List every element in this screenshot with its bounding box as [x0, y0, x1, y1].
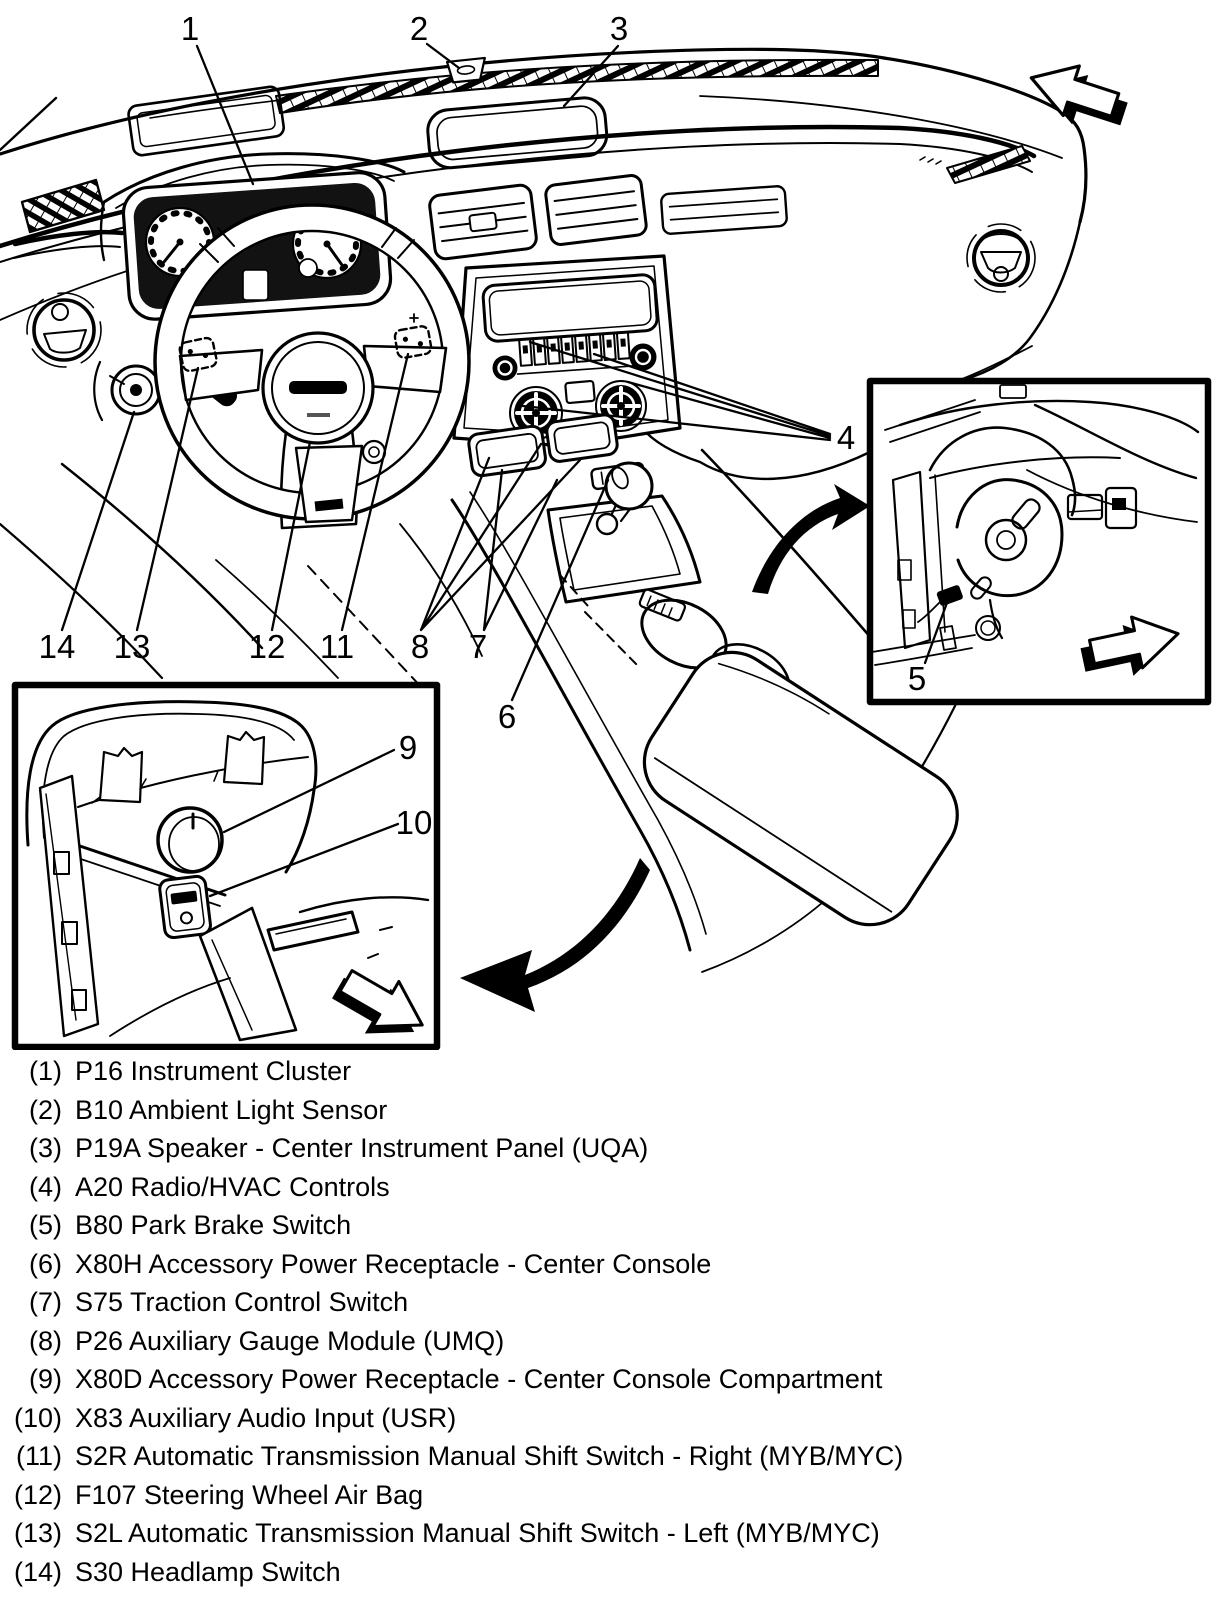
legend-ref: (8): [29, 1325, 62, 1356]
legend-ref: (14): [13, 1556, 62, 1587]
callout-13: 13: [113, 628, 151, 665]
radio-knob-left: [493, 356, 518, 381]
legend-item: [0, 1168, 1226, 1207]
legend-item: [0, 1052, 1226, 1091]
legend-label: X80H Accessory Power Receptacle - Center Console: [75, 1248, 712, 1279]
legend-item: [0, 1322, 1226, 1361]
legend-label: X83 Auxiliary Audio Input (USR): [75, 1402, 457, 1433]
legend-label: P16 Instrument Cluster: [75, 1056, 352, 1086]
legend-item: [0, 1129, 1226, 1168]
legend: [0, 1052, 1226, 1591]
headlamp-switch: [94, 362, 160, 420]
legend-label: B80 Park Brake Switch: [75, 1210, 352, 1240]
airbag-hub: [263, 333, 373, 443]
legend-item: [0, 1476, 1226, 1515]
aux-audio-input: [159, 875, 212, 938]
legend-item: [0, 1360, 1226, 1399]
legend-ref: (10): [13, 1402, 62, 1433]
legend-item: [0, 1514, 1226, 1553]
callout-9: 9: [398, 729, 418, 766]
callout-6: 6: [497, 698, 517, 735]
legend-label: P19A Speaker - Center Instrument Panel (UQA): [75, 1133, 649, 1163]
callout-12: 12: [248, 628, 286, 665]
callout-8: 8: [410, 628, 430, 665]
curved-arrow-to-park-brake-inset: [752, 484, 870, 594]
legend-label: B10 Ambient Light Sensor: [75, 1094, 388, 1125]
dash-top-left-recess: [127, 86, 284, 157]
legend-item: [0, 1206, 1226, 1245]
stitch-marks: [920, 157, 941, 164]
callout-3: 3: [609, 10, 629, 47]
legend-ref: (7): [29, 1287, 62, 1317]
callout-2: 2: [409, 10, 429, 47]
ambient-light-sensor: [447, 58, 487, 83]
left-side-vent: [22, 180, 104, 232]
callout-1: 1: [180, 10, 200, 47]
legend-ref: (5): [29, 1210, 62, 1240]
callout-14: 14: [38, 628, 76, 665]
callout-7: 7: [468, 628, 488, 665]
legend-ref: (11): [15, 1441, 62, 1471]
legend-item: [0, 1091, 1226, 1130]
callout-5: 5: [907, 660, 927, 697]
center-stack: [454, 256, 680, 446]
inset-console-compartment: [15, 685, 437, 1050]
legend-label: X80D Accessory Power Receptacle - Center Console Compartment: [75, 1364, 883, 1394]
curved-arrow-to-compartment-inset: [460, 858, 650, 1012]
legend-label: P26 Auxiliary Gauge Module (UMQ): [75, 1325, 505, 1356]
legend-label: S30 Headlamp Switch: [75, 1556, 341, 1587]
legend-ref: (12): [13, 1479, 62, 1510]
right-round-vent: [967, 224, 1035, 292]
legend-item: [0, 1245, 1226, 1284]
defroster-vent: [276, 60, 878, 113]
callout-10: 10: [395, 804, 433, 841]
legend-item: [0, 1283, 1226, 1322]
inset-park-brake: [870, 381, 1208, 702]
left-round-vent: [27, 293, 101, 367]
legend-label: F107 Steering Wheel Air Bag: [75, 1479, 424, 1510]
legend-ref: (4): [29, 1171, 62, 1202]
legend-item: [0, 1437, 1226, 1476]
center-vents: [428, 174, 787, 260]
legend-ref: (6): [29, 1248, 62, 1279]
callout-4: 4: [836, 419, 856, 456]
radio-display: [482, 274, 657, 342]
legend-ref: (3): [29, 1133, 62, 1163]
legend-label: S75 Traction Control Switch: [75, 1287, 409, 1317]
callout-11: 11: [319, 628, 355, 665]
legend-ref: (13): [13, 1518, 62, 1548]
center-speaker-recess: [426, 96, 608, 169]
legend-item: [0, 1553, 1226, 1592]
wheel-badge: [289, 381, 347, 394]
legend-ref: (1): [29, 1056, 62, 1086]
legend-label: A20 Radio/HVAC Controls: [75, 1171, 390, 1202]
right-defroster-vent: [947, 146, 1030, 183]
legend-label: S2R Automatic Transmission Manual Shift Switch - Right (MYB/MYC): [75, 1441, 904, 1471]
legend-ref: (9): [29, 1364, 62, 1394]
legend-item: [0, 1399, 1226, 1438]
legend-label: S2L Automatic Transmission Manual Shift Switch - Left (MYB/MYC): [75, 1518, 880, 1548]
legend-ref: (2): [29, 1094, 62, 1125]
